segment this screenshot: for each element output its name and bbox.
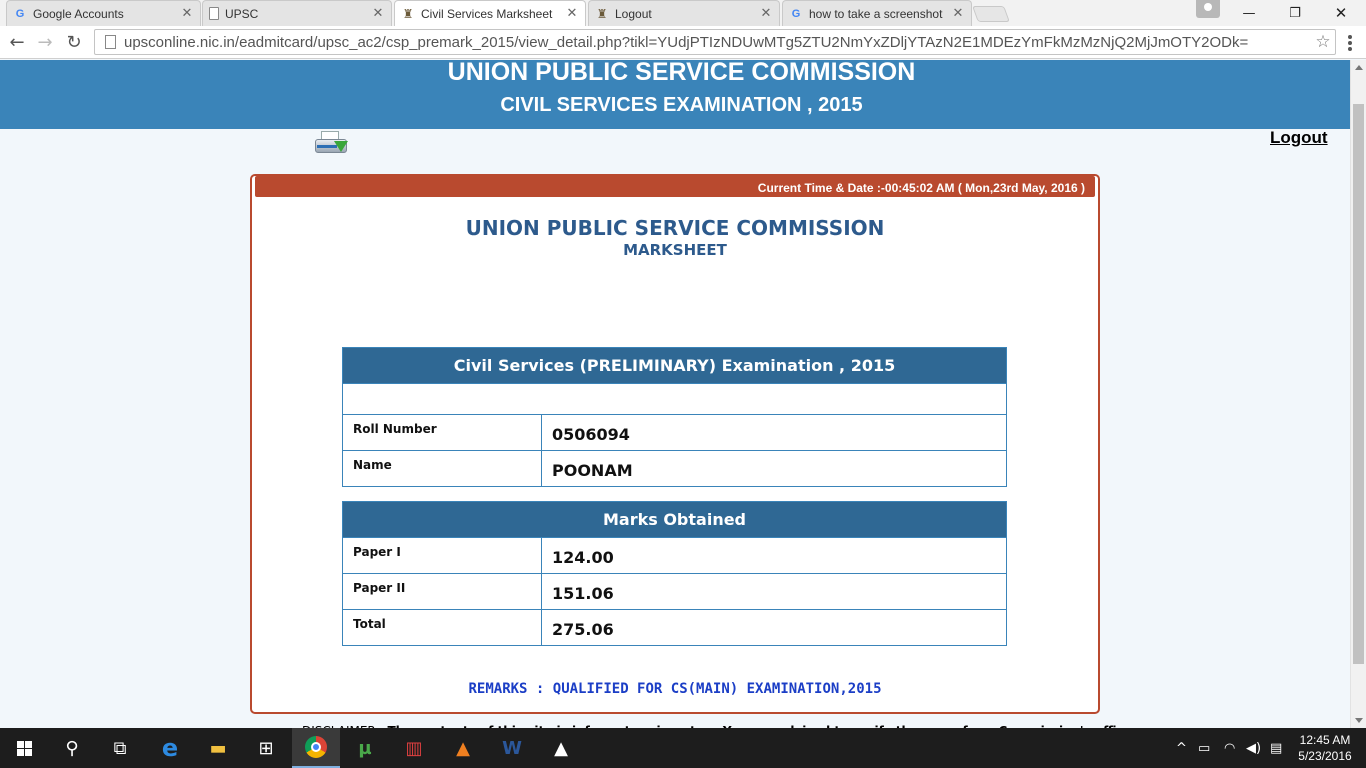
user-profile-icon[interactable] (1196, 0, 1220, 18)
minimize-icon[interactable]: — (1242, 5, 1256, 21)
paper-1-value: 124.00 (542, 538, 1007, 574)
google-icon: G (15, 7, 25, 20)
forward-icon[interactable]: → (37, 31, 53, 53)
page-icon (209, 7, 219, 20)
roll-number-value: 0506094 (542, 415, 1007, 451)
search-icon[interactable]: ⚲ (65, 737, 79, 759)
scroll-up-icon[interactable] (1355, 65, 1363, 70)
banner-title: UNION PUBLIC SERVICE COMMISSION (447, 58, 916, 86)
show-hidden-icons[interactable]: ^ (1176, 740, 1187, 756)
marksheet-panel (250, 174, 1100, 714)
reload-icon[interactable]: ↻ (66, 31, 82, 53)
roll-number-label: Roll Number (343, 415, 542, 451)
taskbar (0, 728, 1366, 768)
tab-title: Civil Services Marksheet (421, 6, 553, 21)
tab-title: Logout (615, 6, 652, 21)
banner-subtitle: CIVIL SERVICES EXAMINATION , 2015 (500, 94, 863, 116)
tab-google-accounts[interactable] (6, 0, 201, 26)
task-view-icon[interactable]: ⧉ (113, 737, 127, 759)
total-label: Total (343, 610, 542, 646)
emblem-icon: ♜ (402, 6, 414, 21)
new-tab-button[interactable] (972, 6, 1010, 22)
scroll-down-icon[interactable] (1355, 718, 1363, 723)
table-row (343, 451, 1007, 487)
tab-upsc[interactable] (202, 0, 392, 26)
scrollbar-thumb[interactable] (1353, 104, 1364, 664)
notifications-icon[interactable]: ▤ (1270, 740, 1283, 756)
page-info-icon[interactable] (105, 35, 116, 49)
table-row (343, 538, 1007, 574)
close-icon[interactable]: ✕ (760, 6, 772, 21)
close-icon[interactable]: ✕ (952, 6, 964, 21)
page-viewport (0, 60, 1350, 728)
address-bar[interactable] (94, 29, 1336, 55)
system-clock[interactable] (1296, 732, 1354, 764)
clock-time: 12:45 AM (1299, 733, 1351, 747)
store-icon[interactable]: ⊞ (258, 737, 274, 759)
tab-screenshot-search[interactable] (782, 0, 972, 26)
tab-strip (0, 0, 1366, 26)
wifi-icon[interactable]: ◠ (1224, 740, 1236, 756)
restore-icon[interactable]: ❐ (1289, 5, 1301, 21)
vlc-icon[interactable]: ▲ (456, 737, 470, 759)
utorrent-icon[interactable]: µ (358, 737, 372, 759)
chrome-icon[interactable] (292, 728, 340, 768)
marks-table (342, 501, 1007, 646)
remarks-text: REMARKS : QUALIFIED FOR CS(MAIN) EXAMINATION,2015 (468, 681, 882, 697)
current-time-bar: Current Time & Date :-00:45:02 AM ( Mon,23rd May, 2016 ) (255, 176, 1095, 197)
table-row (343, 610, 1007, 646)
candidate-table (342, 347, 1007, 487)
name-value: POONAM (542, 451, 1007, 487)
volume-icon[interactable]: ◀) (1246, 740, 1262, 756)
tab-logout[interactable] (588, 0, 780, 26)
close-window-icon[interactable]: ✕ (1334, 4, 1348, 22)
edge-icon[interactable]: e (161, 734, 179, 762)
table-row (343, 415, 1007, 451)
table-row (343, 574, 1007, 610)
total-value: 275.06 (542, 610, 1007, 646)
chrome-menu-icon[interactable] (1340, 32, 1360, 54)
url-text[interactable]: upsconline.nic.in/eadmitcard/upsc_ac2/csp_premark_2015/view_detail.php?tikl=YUdjPTIzNDUwMTg5ZTU2NmYxZDljYTAzN2E1MDEzYmFkMzMzNjQ2MjJmOTY2ODk= (124, 33, 1249, 51)
paper-2-value: 151.06 (542, 574, 1007, 610)
windows-icon (17, 741, 32, 756)
close-icon[interactable]: ✕ (372, 6, 384, 21)
tab-title: how to take a screenshot (809, 6, 943, 21)
blank-row (343, 384, 1007, 415)
bookmark-star-icon[interactable]: ☆ (1315, 32, 1331, 51)
word-icon[interactable]: W (502, 737, 522, 759)
start-button[interactable] (0, 728, 48, 768)
exam-heading: Civil Services (PRELIMINARY) Examination , 2015 (343, 348, 1007, 384)
paper-1-label: Paper I (343, 538, 542, 574)
photos-icon[interactable]: ▲ (554, 737, 568, 759)
print-icon[interactable] (314, 129, 350, 159)
file-explorer-icon[interactable]: ▬ (209, 737, 227, 759)
google-icon: G (791, 7, 801, 20)
emblem-icon: ♜ (596, 6, 608, 21)
tab-title: Google Accounts (33, 6, 124, 21)
marks-heading: Marks Obtained (343, 502, 1007, 538)
name-label: Name (343, 451, 542, 487)
page-subtitle: MARKSHEET (623, 241, 727, 259)
popcorn-icon[interactable]: ▥ (405, 737, 423, 759)
clock-date: 5/23/2016 (1298, 749, 1352, 763)
close-icon[interactable]: ✕ (566, 6, 578, 21)
browser-toolbar (0, 26, 1366, 59)
back-icon[interactable]: ← (9, 31, 25, 53)
tab-civil-services-marksheet[interactable] (394, 0, 586, 26)
logout-link[interactable]: Logout (1270, 128, 1328, 147)
battery-icon[interactable]: ▭ (1198, 740, 1211, 756)
header-banner (0, 60, 1350, 129)
vertical-scrollbar[interactable] (1350, 60, 1366, 728)
tab-title: UPSC (225, 6, 259, 21)
paper-2-label: Paper II (343, 574, 542, 610)
close-icon[interactable]: ✕ (181, 6, 193, 21)
page-title: UNION PUBLIC SERVICE COMMISSION (465, 216, 885, 240)
